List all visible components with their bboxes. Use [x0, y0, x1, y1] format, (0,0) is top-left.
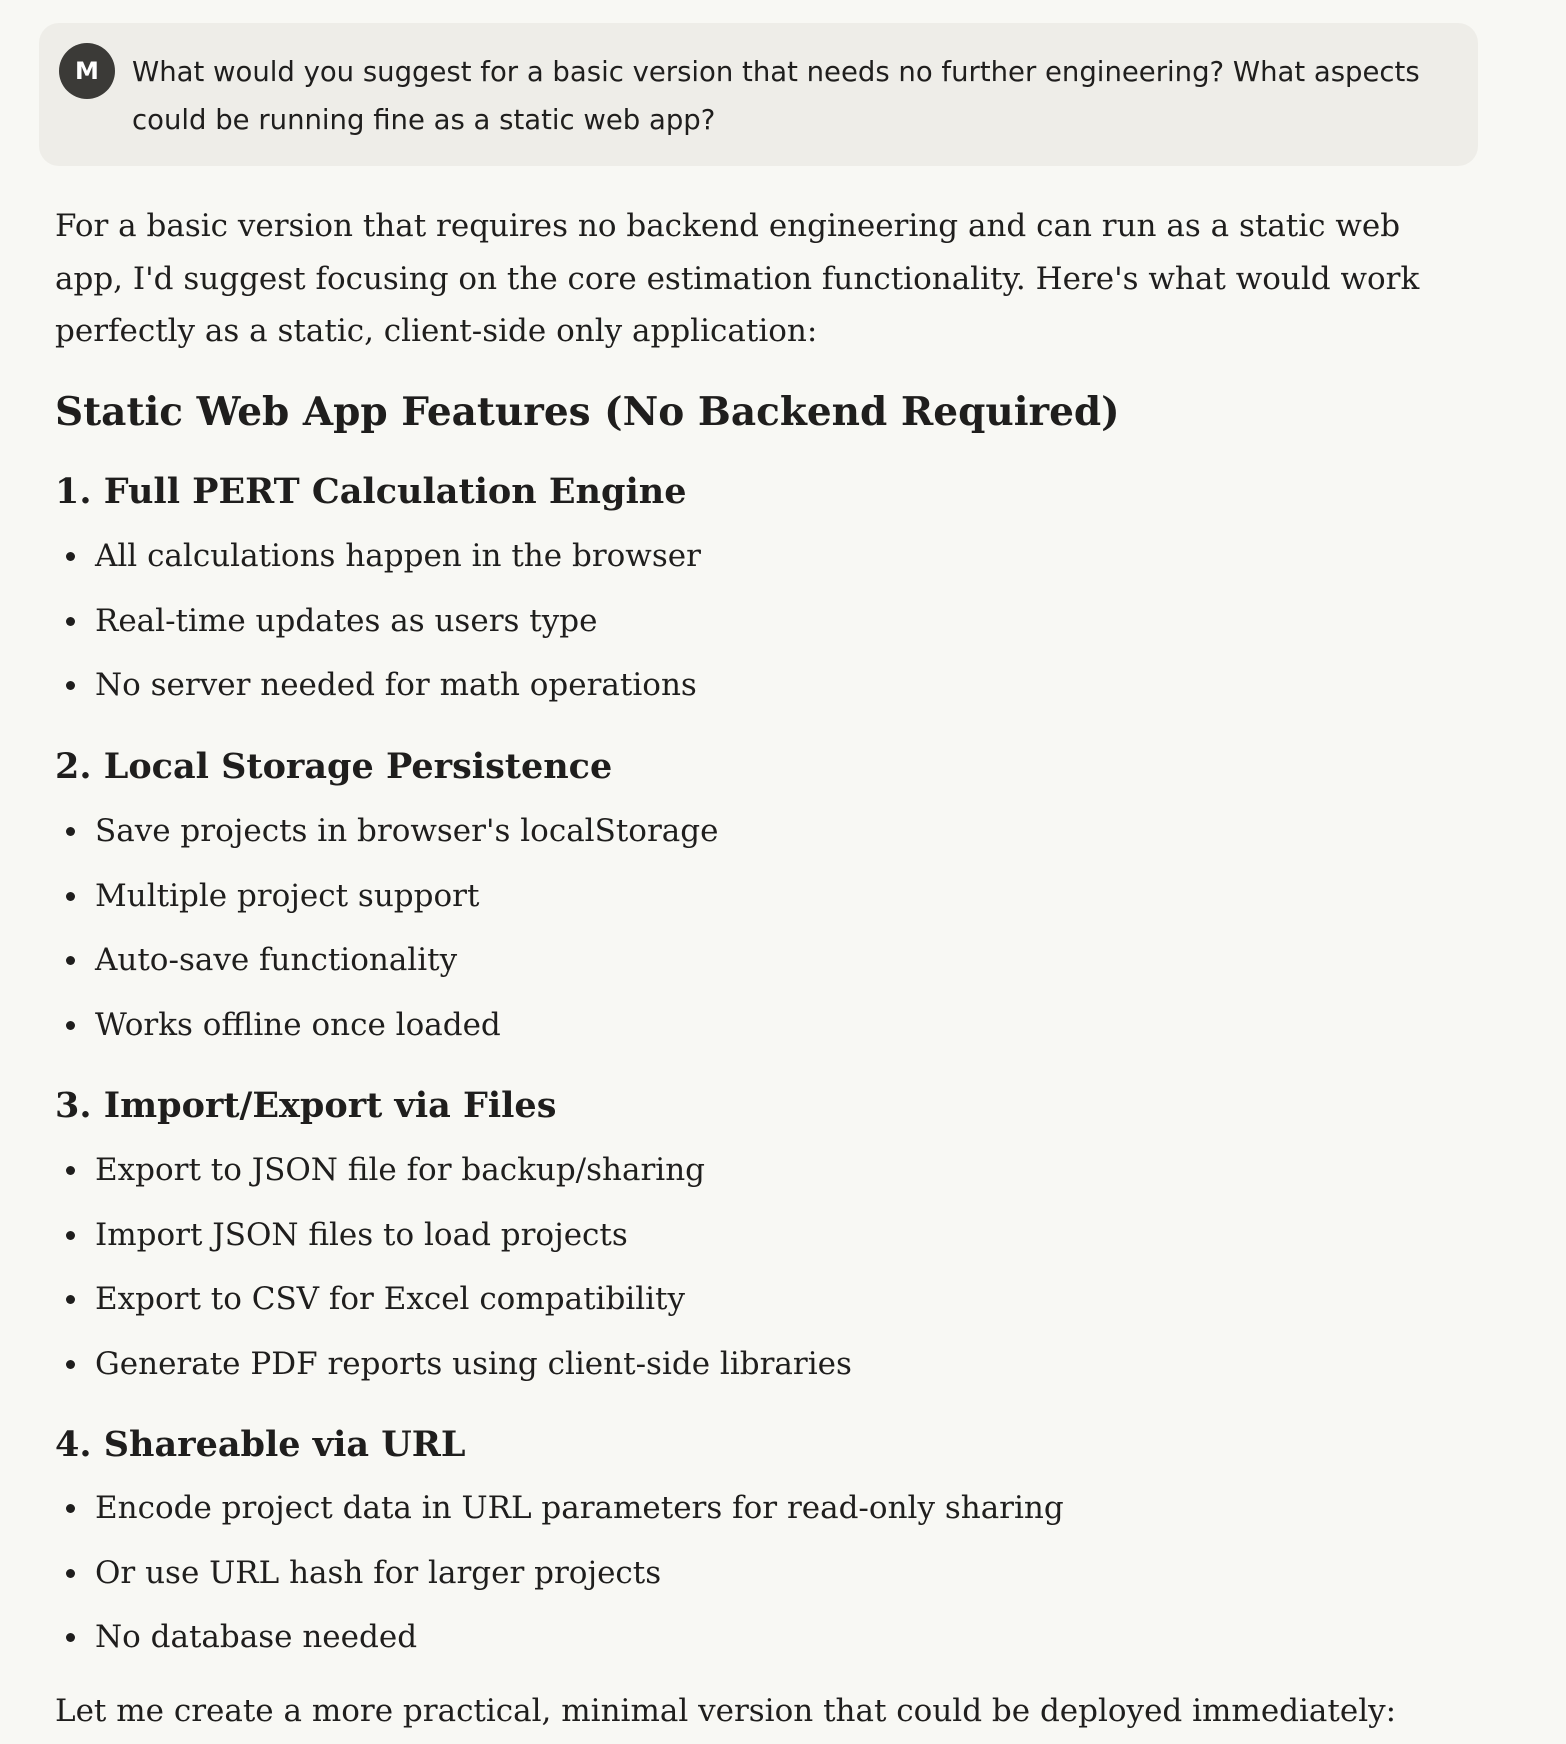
- section-list: [55, 536, 701, 730]
- list-item: [55, 1279, 852, 1319]
- bullet-icon: [66, 617, 75, 626]
- list-item: [55, 1488, 1064, 1528]
- list-item-text: Real-time updates as users type: [95, 602, 598, 639]
- list-item-text: Or use URL hash for larger projects: [95, 1554, 662, 1591]
- bullet-icon: [66, 681, 75, 690]
- list-item: [55, 665, 701, 705]
- user-message-bubble: [39, 23, 1478, 166]
- section-list: [55, 811, 718, 1070]
- list-item: [55, 536, 701, 576]
- bullet-icon: [66, 1360, 75, 1369]
- list-item-text: Works offline once loaded: [95, 1007, 501, 1044]
- section-list: [55, 1150, 852, 1409]
- response-outro: Let me create a more practical, minimal version that could be deployed immediately:: [55, 1693, 1397, 1729]
- bullet-icon: [66, 552, 75, 561]
- list-item: [55, 1215, 852, 1255]
- user-avatar[interactable]: M: [59, 43, 115, 99]
- bullet-icon: [66, 1166, 75, 1175]
- list-item: [55, 1344, 852, 1384]
- list-item: [55, 1150, 852, 1190]
- list-item: [55, 876, 718, 916]
- list-item-text: Auto-save functionality: [95, 942, 458, 979]
- list-item: [55, 811, 718, 851]
- list-item: [55, 1553, 1064, 1593]
- list-item-text: Export to JSON file for backup/sharing: [95, 1152, 706, 1188]
- section-title: 2. Local Storage Persistence: [55, 746, 613, 787]
- list-item-text: No server needed for math operations: [95, 667, 697, 704]
- section-title: 3. Import/Export via Files: [55, 1085, 557, 1126]
- user-message-text: What would you suggest for a basic version that needs no further engineering? What aspects could be running fine as a static web app?: [132, 56, 1420, 136]
- bullet-icon: [66, 1295, 75, 1304]
- list-item-text: Import JSON files to load projects: [95, 1216, 628, 1253]
- bullet-icon: [66, 1021, 75, 1030]
- list-item-text: Multiple project support: [95, 877, 480, 914]
- bullet-icon: [66, 1569, 75, 1578]
- list-item-text: No database needed: [95, 1619, 418, 1656]
- list-item: [55, 940, 718, 980]
- response-intro: For a basic version that requires no backend engineering and can run as a static web app, I'd suggest focusing on the core estimation functionality. Here's what would work perfectly as a static, client-side only application:: [55, 208, 1420, 349]
- bullet-icon: [66, 1231, 75, 1240]
- section-title: 4. Shareable via URL: [55, 1424, 466, 1465]
- bullet-icon: [66, 1504, 75, 1513]
- list-item: [55, 601, 701, 641]
- list-item: [55, 1617, 1064, 1657]
- response-heading: Static Web App Features (No Backend Required): [55, 389, 1120, 435]
- list-item-text: Export to CSV for Excel compatibility: [95, 1281, 685, 1318]
- bullet-icon: [66, 1633, 75, 1642]
- section-title: 1. Full PERT Calculation Engine: [55, 471, 687, 512]
- list-item-text: Generate PDF reports using client-side libraries: [95, 1346, 852, 1383]
- list-item-text: Save projects in browser's localStorage: [95, 813, 719, 849]
- list-item-text: Encode project data in URL parameters for read-only sharing: [95, 1490, 1064, 1526]
- list-item-text: All calculations happen in the browser: [95, 538, 701, 574]
- list-item: [55, 1005, 718, 1045]
- section-list: [55, 1488, 1064, 1682]
- bullet-icon: [66, 956, 75, 965]
- bullet-icon: [66, 827, 75, 836]
- bullet-icon: [66, 892, 75, 901]
